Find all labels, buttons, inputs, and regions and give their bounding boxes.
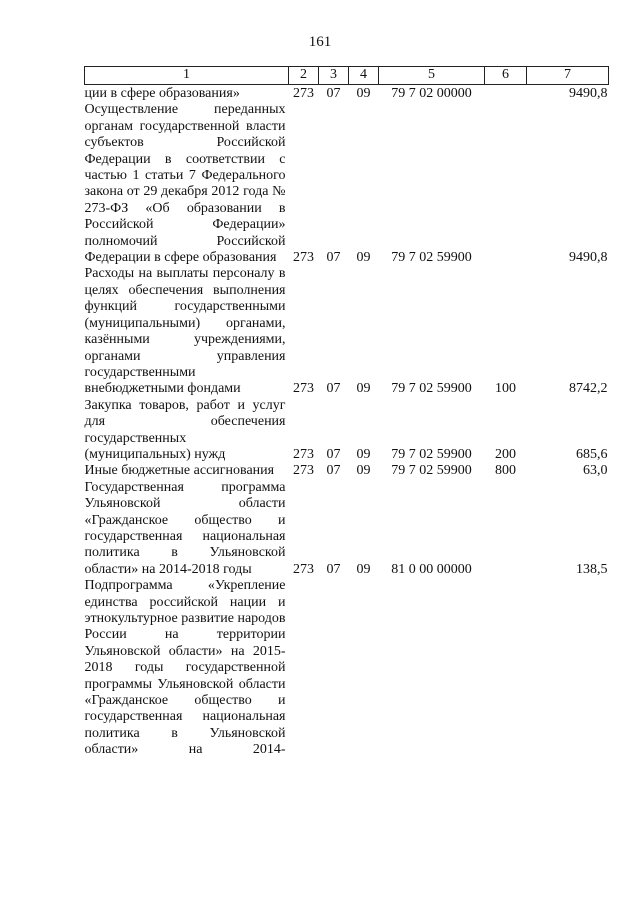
col-header-target: 5 bbox=[379, 67, 485, 85]
row-section: 07 bbox=[326, 446, 341, 462]
row-amount: 9490,8 bbox=[569, 86, 608, 101]
row-expense bbox=[485, 480, 527, 578]
row-section: 07 bbox=[326, 250, 341, 266]
row-expense: 100 bbox=[495, 381, 516, 397]
row-subsection: 09 bbox=[356, 250, 371, 266]
row-expense bbox=[485, 578, 527, 758]
row-name: Подпрограмма «Укрепление единства российской нации и этнокультурное развитие народов России на территории Ульяновской области» на 2015-2018 годы государственной программы Ульяновской области «Гражданское общество и государственная национальная политика в Ульяновской области» на 2014- bbox=[84, 578, 286, 758]
row-amount: 138,5 bbox=[576, 561, 608, 577]
col-header-expense: 6 bbox=[485, 67, 527, 85]
page-number: 161 bbox=[308, 34, 332, 50]
table-row bbox=[85, 480, 609, 578]
table-row bbox=[85, 266, 609, 397]
row-amount bbox=[527, 578, 609, 758]
table-row bbox=[85, 578, 609, 758]
row-section: 07 bbox=[326, 381, 341, 397]
row-subsection: 09 bbox=[356, 463, 371, 479]
row-ministry: 273 bbox=[293, 381, 314, 397]
row-section bbox=[319, 578, 349, 758]
row-subsection: 09 bbox=[356, 381, 371, 397]
row-amount: 63,0 bbox=[583, 463, 608, 479]
col-header-subsection: 4 bbox=[349, 67, 379, 85]
table-row bbox=[85, 102, 609, 266]
row-amount: 8742,2 bbox=[569, 381, 608, 397]
row-subsection: 09 bbox=[356, 86, 371, 101]
row-target: 79 7 02 59900 bbox=[391, 250, 472, 266]
row-name: Иные бюджетные ассигнования bbox=[84, 463, 275, 479]
row-ministry: 273 bbox=[293, 86, 314, 101]
table-row bbox=[85, 398, 609, 464]
row-target: 79 7 02 59900 bbox=[391, 463, 472, 479]
row-expense: 200 bbox=[495, 446, 516, 462]
row-section: 07 bbox=[326, 463, 341, 479]
row-name: ции в сфере образования» bbox=[84, 86, 240, 101]
row-ministry: 273 bbox=[293, 561, 314, 577]
row-ministry: 273 bbox=[293, 463, 314, 479]
row-name: Расходы на выплаты персоналу в целях обеспечения выполнения функций государственными (муниципальными) органами, казёнными учреждениями, органами управления государственными внебюджетными фондами bbox=[84, 266, 286, 397]
row-target: 81 0 00 00000 bbox=[391, 561, 472, 577]
row-target: 79 7 02 00000 bbox=[391, 86, 472, 101]
row-ministry: 273 bbox=[293, 446, 314, 462]
row-section: 07 bbox=[326, 86, 341, 101]
row-target bbox=[379, 578, 485, 758]
row-ministry: 273 bbox=[293, 250, 314, 266]
row-section: 07 bbox=[326, 561, 341, 577]
row-subsection bbox=[349, 578, 379, 758]
row-name: Осуществление переданных органам государственной власти субъектов Российской Федерации в соответствии с частью 1 статьи 7 Федерального закона от 29 декабря 2012 года № 273-ФЗ «Об образовании в Российской Федерации» полномочий Российской Федерации в сфере образования bbox=[84, 102, 286, 266]
row-name: Государственная программа Ульяновской области «Гражданское общество и государственная национальная политика в Ульяновской области» на 2014-2018 годы bbox=[84, 479, 286, 577]
col-header-ministry: 2 bbox=[289, 67, 319, 85]
row-amount: 685,6 bbox=[576, 446, 608, 462]
table-row bbox=[85, 85, 609, 103]
budget-table bbox=[84, 66, 609, 759]
table-row bbox=[85, 463, 609, 479]
header-row bbox=[85, 67, 609, 85]
row-target: 79 7 02 59900 bbox=[391, 446, 472, 462]
col-header-name: 1 bbox=[85, 67, 289, 85]
row-subsection: 09 bbox=[356, 446, 371, 462]
col-header-section: 3 bbox=[319, 67, 349, 85]
row-amount: 9490,8 bbox=[569, 250, 608, 266]
row-ministry bbox=[289, 578, 319, 758]
col-header-amount: 7 bbox=[527, 67, 609, 85]
row-subsection: 09 bbox=[356, 561, 371, 577]
row-target: 79 7 02 59900 bbox=[391, 381, 472, 397]
row-name: Закупка товаров, работ и услуг для обеспечения государственных (муниципальных) нужд bbox=[84, 397, 286, 462]
row-expense: 800 bbox=[495, 463, 516, 479]
row-expense bbox=[485, 85, 527, 103]
row-expense bbox=[485, 102, 527, 266]
